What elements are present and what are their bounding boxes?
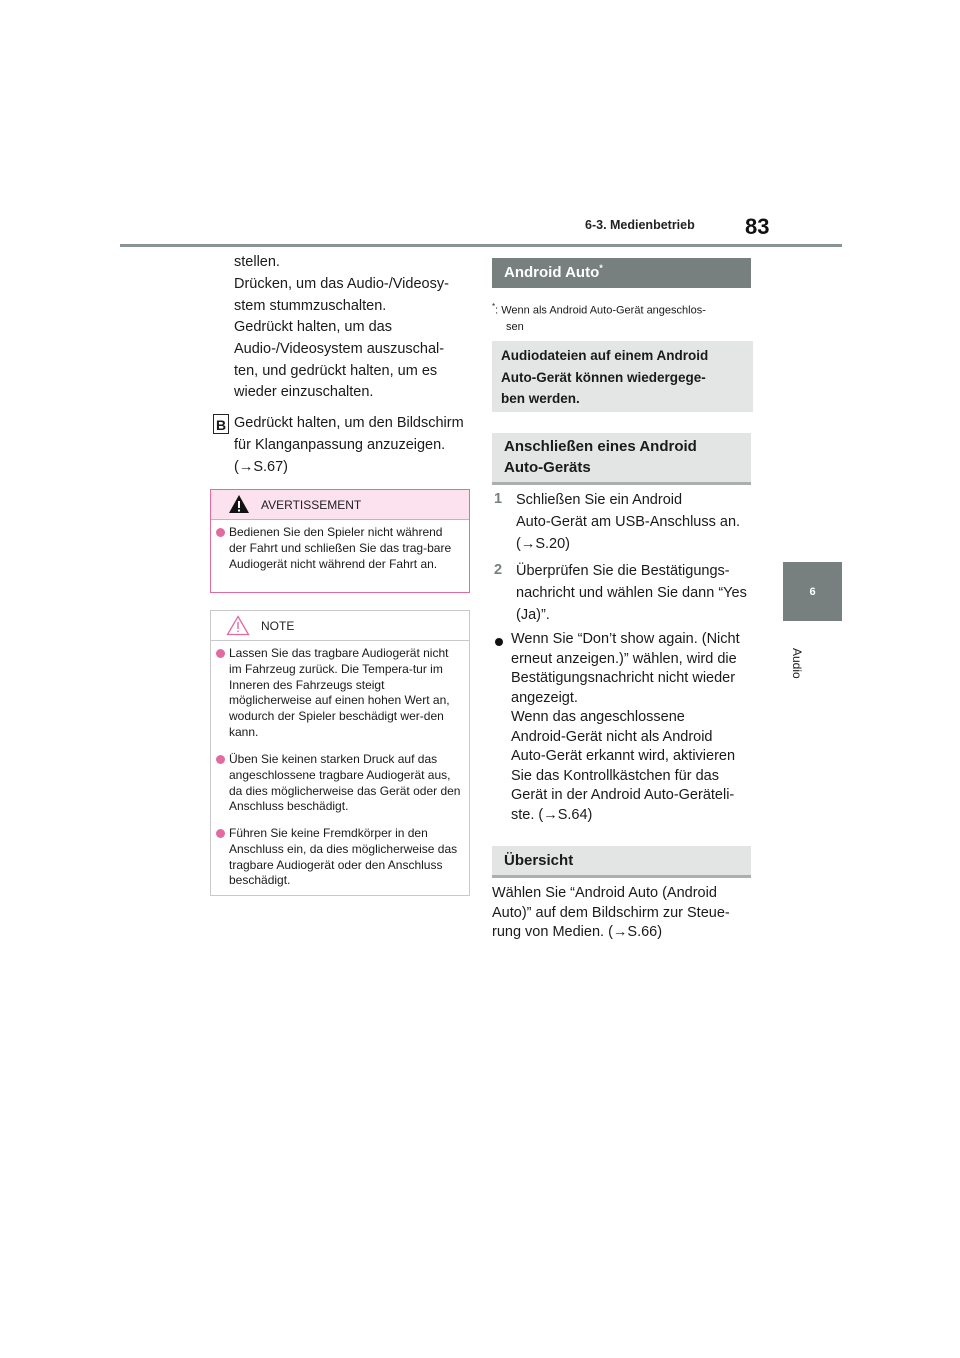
overview-heading — [492, 846, 751, 878]
overview-title: Übersicht — [504, 852, 574, 869]
step-1-line-2: (→S.20) — [516, 536, 570, 552]
cont-line-4: Audio-/Videosystem auszuschal- — [234, 341, 445, 357]
note-bullet-text: Lassen Sie das tragbare Audiogerät nicht im Fahrzeug zurück. Die Tempera-tur im Inneren des Fahrzeugs steigt möglicherweise auf einen hohen Wert an, wodurch der Spieler beschädigt wer-den kann. — [229, 646, 450, 739]
intro-text: Audiodateien auf einem Android Auto-Gerät können wiedergege- ben werden. — [501, 348, 709, 407]
warning-triangle-icon — [228, 494, 250, 514]
note-title: NOTE — [261, 619, 295, 633]
warning-header — [211, 490, 469, 520]
bullet-dot — [216, 755, 225, 764]
step-1-line-0: Schließen Sie ein Android — [516, 492, 683, 508]
note-box — [210, 610, 470, 896]
intro-box — [492, 341, 753, 412]
cont-line-3: Gedrückt halten, um das — [234, 319, 392, 335]
bullet-dot — [216, 829, 225, 838]
bullet-dot — [495, 638, 503, 646]
connect-heading — [492, 433, 751, 485]
step-2-line-2: (Ja)”. — [516, 607, 550, 623]
warning-title: AVERTISSEMENT — [261, 498, 362, 512]
chapter-number: 6 — [809, 586, 816, 598]
note-header — [211, 611, 469, 641]
cont-line-1: Drücken, um das Audio-/Videosy- — [234, 276, 449, 292]
footnote-line-1: sen — [506, 321, 524, 333]
item-b-line-1: für Klanganpassung anzuzeigen. — [234, 437, 446, 453]
item-b-badge: B — [213, 414, 229, 434]
warning-box — [210, 489, 470, 593]
footnote-line-0: *: Wenn als Android Auto-Gerät angeschlos- — [492, 302, 706, 317]
warning-bullet-text: Bedienen Sie den Spieler nicht während der Fahrt und schließen Sie das trag-bare Audiogerät nicht während der Fahrt an. — [229, 525, 452, 571]
step-1-number: 1 — [494, 491, 503, 507]
note-bullet-text: Führen Sie keine Fremdkörper in den Anschluss ein, da dies möglicherweise das tragbare Audiogerät oder den Anschluss beschädigt. — [229, 826, 458, 888]
cont-line-0: stellen. — [234, 254, 280, 270]
page-number: 83 — [745, 214, 770, 239]
step-2-number: 2 — [494, 562, 503, 578]
cont-line-6: wieder einzuschalten. — [234, 384, 374, 400]
android-auto-title-bar — [492, 258, 751, 288]
item-b-line-0: Gedrückt halten, um den Bildschirm — [234, 415, 464, 431]
bullet-dot — [216, 649, 225, 658]
chapter-label: Audio — [790, 648, 804, 679]
bullet-dot — [216, 528, 225, 537]
step-2-line-0: Überprüfen Sie die Bestätigungs- — [516, 563, 730, 579]
cont-line-2: stem stummzuschalten. — [234, 298, 387, 314]
step-2-line-1: nachricht und wählen Sie dann “Yes — [516, 585, 747, 601]
overview-text: Wählen Sie “Android Auto (Android Auto)” auf dem Bildschirm zur Steue- rung von Medien. (→S.66) — [492, 885, 730, 940]
header-rule — [120, 244, 842, 247]
note-bullet-text: Üben Sie keinen starken Druck auf das angeschlossene tragbare Audiogerät aus, da dies möglicherweise das Gerät oder den Anschluss beschädigt. — [229, 752, 461, 814]
android-auto-title: Android Auto* — [504, 263, 603, 281]
section-title: 6-3. Medienbetrieb — [585, 218, 695, 232]
caution-triangle-icon — [226, 615, 250, 636]
cont-line-5: ten, und gedrückt halten, um es — [234, 363, 438, 379]
connect-title: Anschließen eines Android Auto-Geräts — [504, 438, 697, 476]
step-1-line-1: Auto-Gerät am USB-Anschluss an. — [516, 514, 741, 530]
bullet-paragraph: Wenn Sie “Don’t show again. (Nicht erneut anzeigen.)” wählen, wird die Bestätigungsnachricht nicht wieder angezeigt. Wenn das angeschlossene Android-Gerät nicht als Android Auto-Gerät erkannt wird, aktivieren Sie das Kontrollkästchen für das Gerät in der Android Auto-Geräteli- ste. (→S.64) — [511, 631, 740, 823]
item-b-line-2: (→S.67) — [234, 459, 288, 475]
chapter-tab — [783, 562, 842, 621]
